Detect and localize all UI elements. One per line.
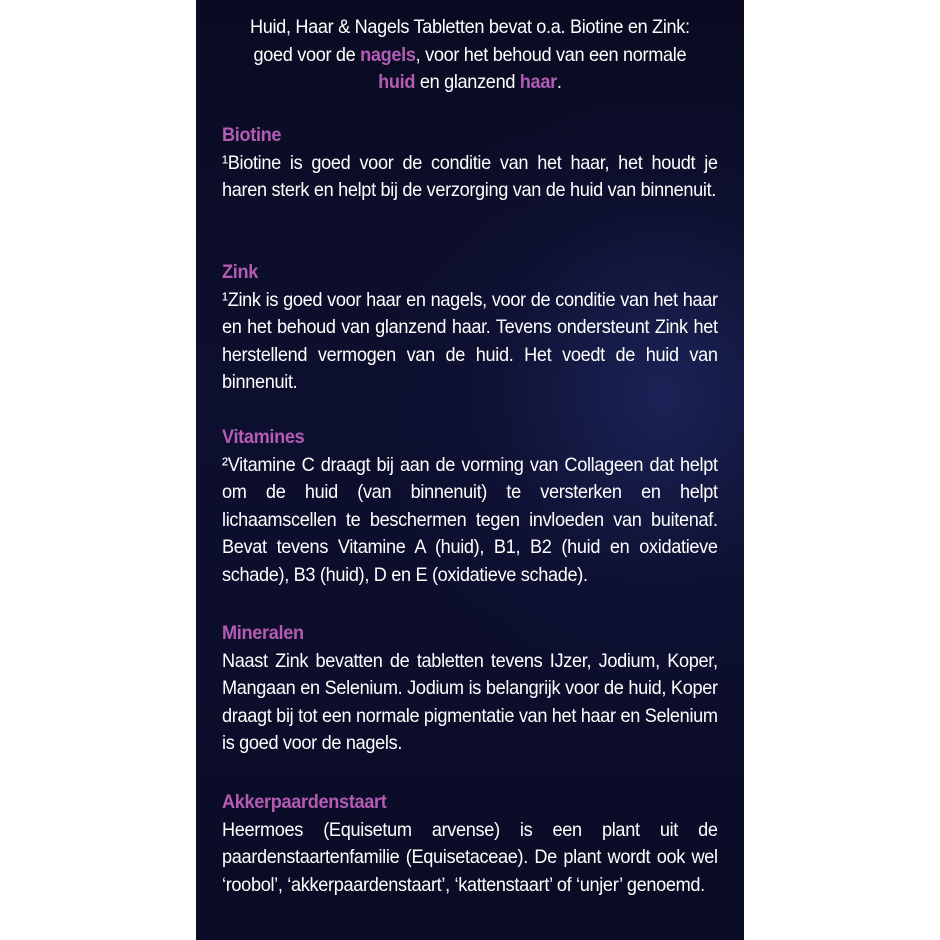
intro-text-3: , voor het behoud van een normale [415, 43, 687, 66]
intro-text-4: en glanzend [415, 71, 520, 93]
section-heading: Mineralen [222, 622, 304, 644]
section-body: ¹Zink is goed voor haar en nagels, voor de conditie van het haar en het behoud van glanzend haar. Tevens ondersteunt Zink het herstellend vermogen van de huid. Het voedt de huid van binnenuit. [222, 288, 718, 393]
highlight-nagels: nagels [360, 43, 416, 66]
section-heading: Zink [222, 261, 258, 283]
section-body: ¹Biotine is goed voor de conditie van het haar, het houdt je haren sterk en helpt bij de verzorging van de huid van binnenuit. [222, 151, 718, 201]
section-body: Heermoes (Equisetum arvense) is een plant uit de paardenstaartenfamilie (Equisetaceae). De plant wordt ook wel ‘roobol’, ‘akkerpaardenstaart’, ‘kattenstaart’ of ‘unjer’ genoemd. [222, 818, 718, 896]
section-mineralen [222, 620, 718, 758]
intro-line-1: Huid, Haar & Nagels Tabletten bevat o.a. Biotine en Zink: [249, 16, 690, 38]
section-heading: Akkerpaardenstaart [222, 791, 387, 813]
section-heading: Vitamines [222, 426, 305, 448]
section-akkerpaardenstaart [222, 789, 718, 899]
section-biotine [222, 122, 718, 205]
section-body: ²Vitamine C draagt bij aan de vorming van Collageen dat helpt om de huid (van binnenuit) te versterken en helpt lichaamscellen te beschermen tegen invloeden van buitenaf. Bevat tevens Vitamine A (huid), B1, B2 (huid en oxidatieve schade), B3 (huid), D en E (oxidatieve schade). [222, 453, 718, 586]
highlight-haar: haar [519, 71, 557, 93]
section-zink [222, 259, 718, 397]
intro-paragraph [222, 14, 718, 97]
intro-text-5: . [556, 71, 562, 93]
section-vitamines [222, 424, 718, 589]
section-body: Naast Zink bevatten de tabletten tevens IJzer, Jodium, Koper, Mangaan en Selenium. Jodium is belangrijk voor de huid, Koper draagt bij tot een normale pigmentatie van het haar en Selenium is goed voor de nagels. [222, 649, 718, 754]
intro-text-2: goed voor de [253, 43, 361, 66]
section-heading: Biotine [222, 124, 282, 146]
highlight-huid: huid [378, 71, 416, 93]
product-description-panel [196, 0, 744, 940]
